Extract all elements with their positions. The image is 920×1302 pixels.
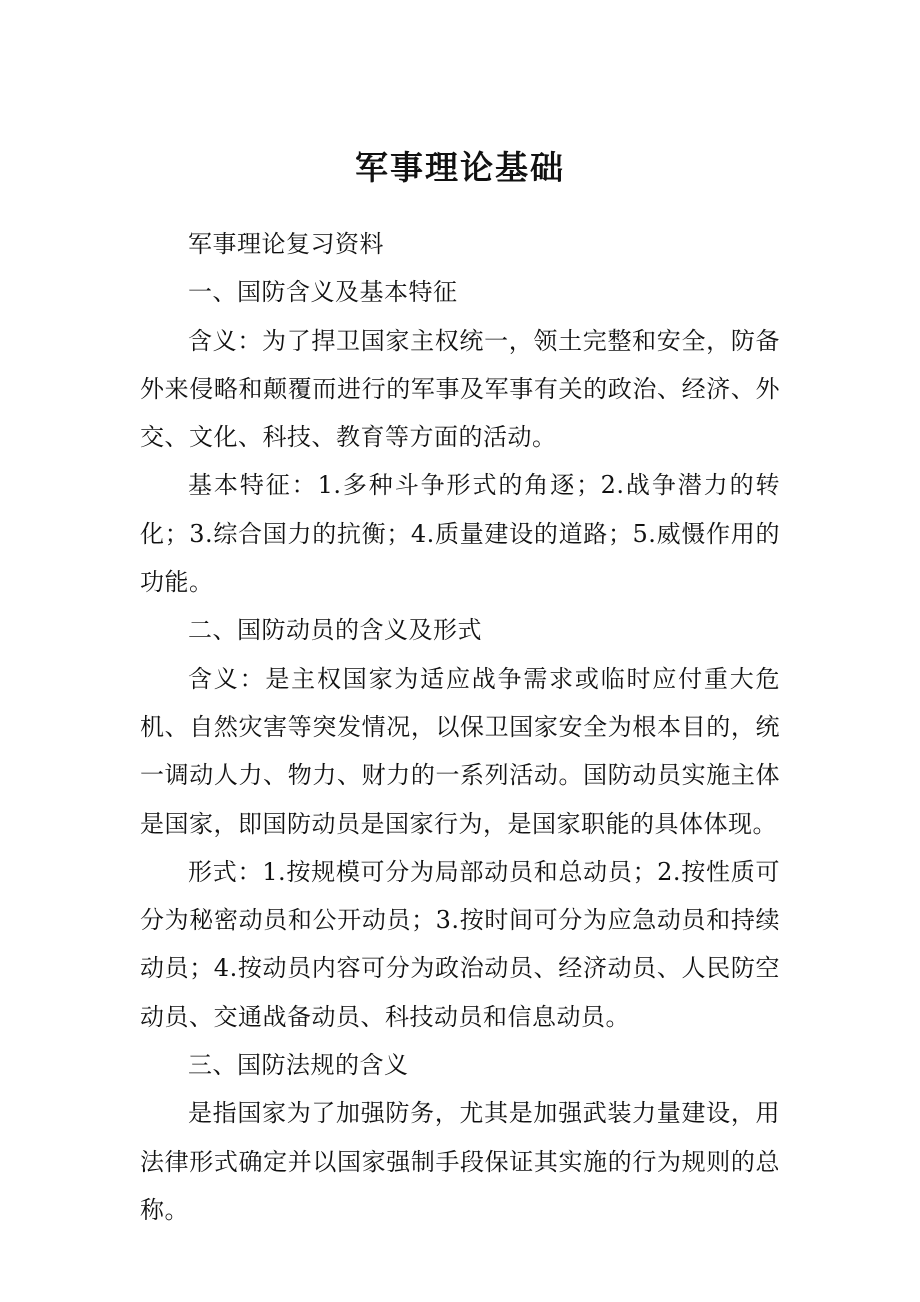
paragraph-mobilization-forms: 形式：1.按规模可分为局部动员和总动员；2.按性质可分为秘密动员和公开动员；3.按时间可分为应急动员和持续动员；4.按动员内容可分为政治动员、经济动员、人民防空动员、交通战备动员、科技动员和信息动员。 (140, 857, 780, 1031)
section-heading-mobilization: 二、国防动员的含义及形式 (188, 616, 482, 645)
section-heading-national-defense: 一、国防含义及基本特征 (188, 278, 458, 307)
document-title: 军事理论基础 (355, 148, 565, 187)
paragraph-defense-law-meaning: 是指国家为了加强防务，尤其是加强武装力量建设，用法律形式确定并以国家强制手段保证其实施的行为规则的总称。 (140, 1099, 780, 1224)
paragraph-defense-features: 基本特征：1.多种斗争形式的角逐；2.战争潜力的转化；3.综合国力的抗衡；4.质量建设的道路；5.威慑作用的功能。 (140, 471, 780, 597)
section-heading-defense-law: 三、国防法规的含义 (188, 1051, 409, 1080)
document-body (140, 220, 780, 1234)
paragraph-defense-meaning: 含义：为了捍卫国家主权统一，领土完整和安全，防备外来侵略和颠覆而进行的军事及军事有关的政治、经济、外交、文化、科技、教育等方面的活动。 (140, 326, 780, 452)
paragraph-review-heading: 军事理论复习资料 (188, 230, 384, 258)
paragraph-mobilization-meaning: 含义：是主权国家为适应战争需求或临时应付重大危机、自然灾害等突发情况，以保卫国家安全为根本目的，统一调动人力、物力、财力的一系列活动。国防动员实施主体是国家，即国防动员是国家行为，是国家职能的具体体现。 (140, 664, 780, 838)
